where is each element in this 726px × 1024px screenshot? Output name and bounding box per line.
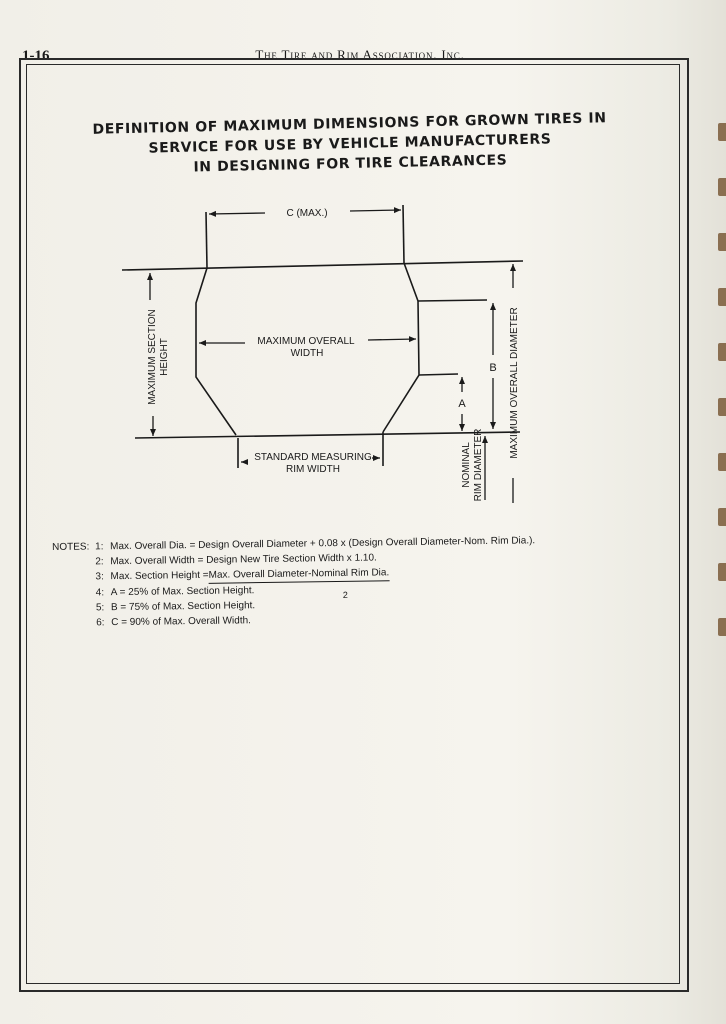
note-text: Max. Overall Dia. = Design Overall Diameter + 0.08 x (Design Overall Diameter-Nom. Rim Dia.). [110,535,536,553]
title-line: SERVICE FOR USE BY VEHICLE MANUFACTURERS [148,131,552,157]
note-fraction-numerator: Max. Overall Diameter-Nominal Rim Dia. [209,565,390,584]
note-text: Max. Section Height = [110,569,209,583]
b-label: B [489,362,497,374]
page-number: 1-16 [22,48,50,64]
rim-width-label: STANDARD MEASURING [254,452,372,463]
note-number: 5: [95,602,105,614]
title-line: IN DESIGNING FOR TIRE CLEARANCES [193,152,508,176]
running-head: The Tire and Rim Association. Inc. [255,47,465,62]
note-text: C = 90% of Max. Overall Width. [111,615,252,629]
nominal-rim-diameter-label: RIM DIAMETER [473,428,484,502]
note-number: 1: [95,541,104,553]
tire-profile-right [383,263,419,432]
nominal-rim-diameter-label: NOMINAL [461,442,472,488]
c-max-label: C (MAX.) [286,208,328,219]
note-number: 4: [95,587,105,599]
c-arrow-left [209,213,265,214]
c-arrow-right [350,210,401,211]
a-label: A [458,398,466,410]
c-extension-right [403,205,404,263]
max-section-height-label: MAXIMUM SECTION [147,309,158,405]
max-overall-width-label: WIDTH [290,348,324,359]
note-number: 3: [95,571,104,583]
rim-flange-lower [419,374,458,375]
rim-width-label: RIM WIDTH [286,464,340,475]
note-text: Max. Overall Width = Design New Tire Section Width x 1.10. [110,552,377,568]
title-line: DEFINITION OF MAXIMUM DIMENSIONS FOR GROWN TIRES IN [92,110,607,138]
c-extension-left [206,212,207,268]
note-text: B = 75% of Max. Section Height. [110,600,256,614]
bottom-reference-line [135,432,520,438]
width-arrow-right [368,339,416,340]
rim-flange-upper [418,300,487,301]
notes-section [52,531,673,631]
note-text: A = 25% of Max. Section Height. [110,585,255,599]
max-overall-width-label: MAXIMUM OVERALL [257,336,355,347]
note-fraction-denominator: 2 [342,589,348,600]
tire-profile-left [196,268,236,435]
note-number: 6: [96,617,105,629]
notes-heading: NOTES: [52,541,90,553]
max-section-height-label: HEIGHT [159,338,170,376]
note-number: 2: [95,556,104,568]
max-overall-diameter-label: MAXIMUM OVERALL DIAMETER [509,307,520,459]
top-reference-line [122,261,523,270]
